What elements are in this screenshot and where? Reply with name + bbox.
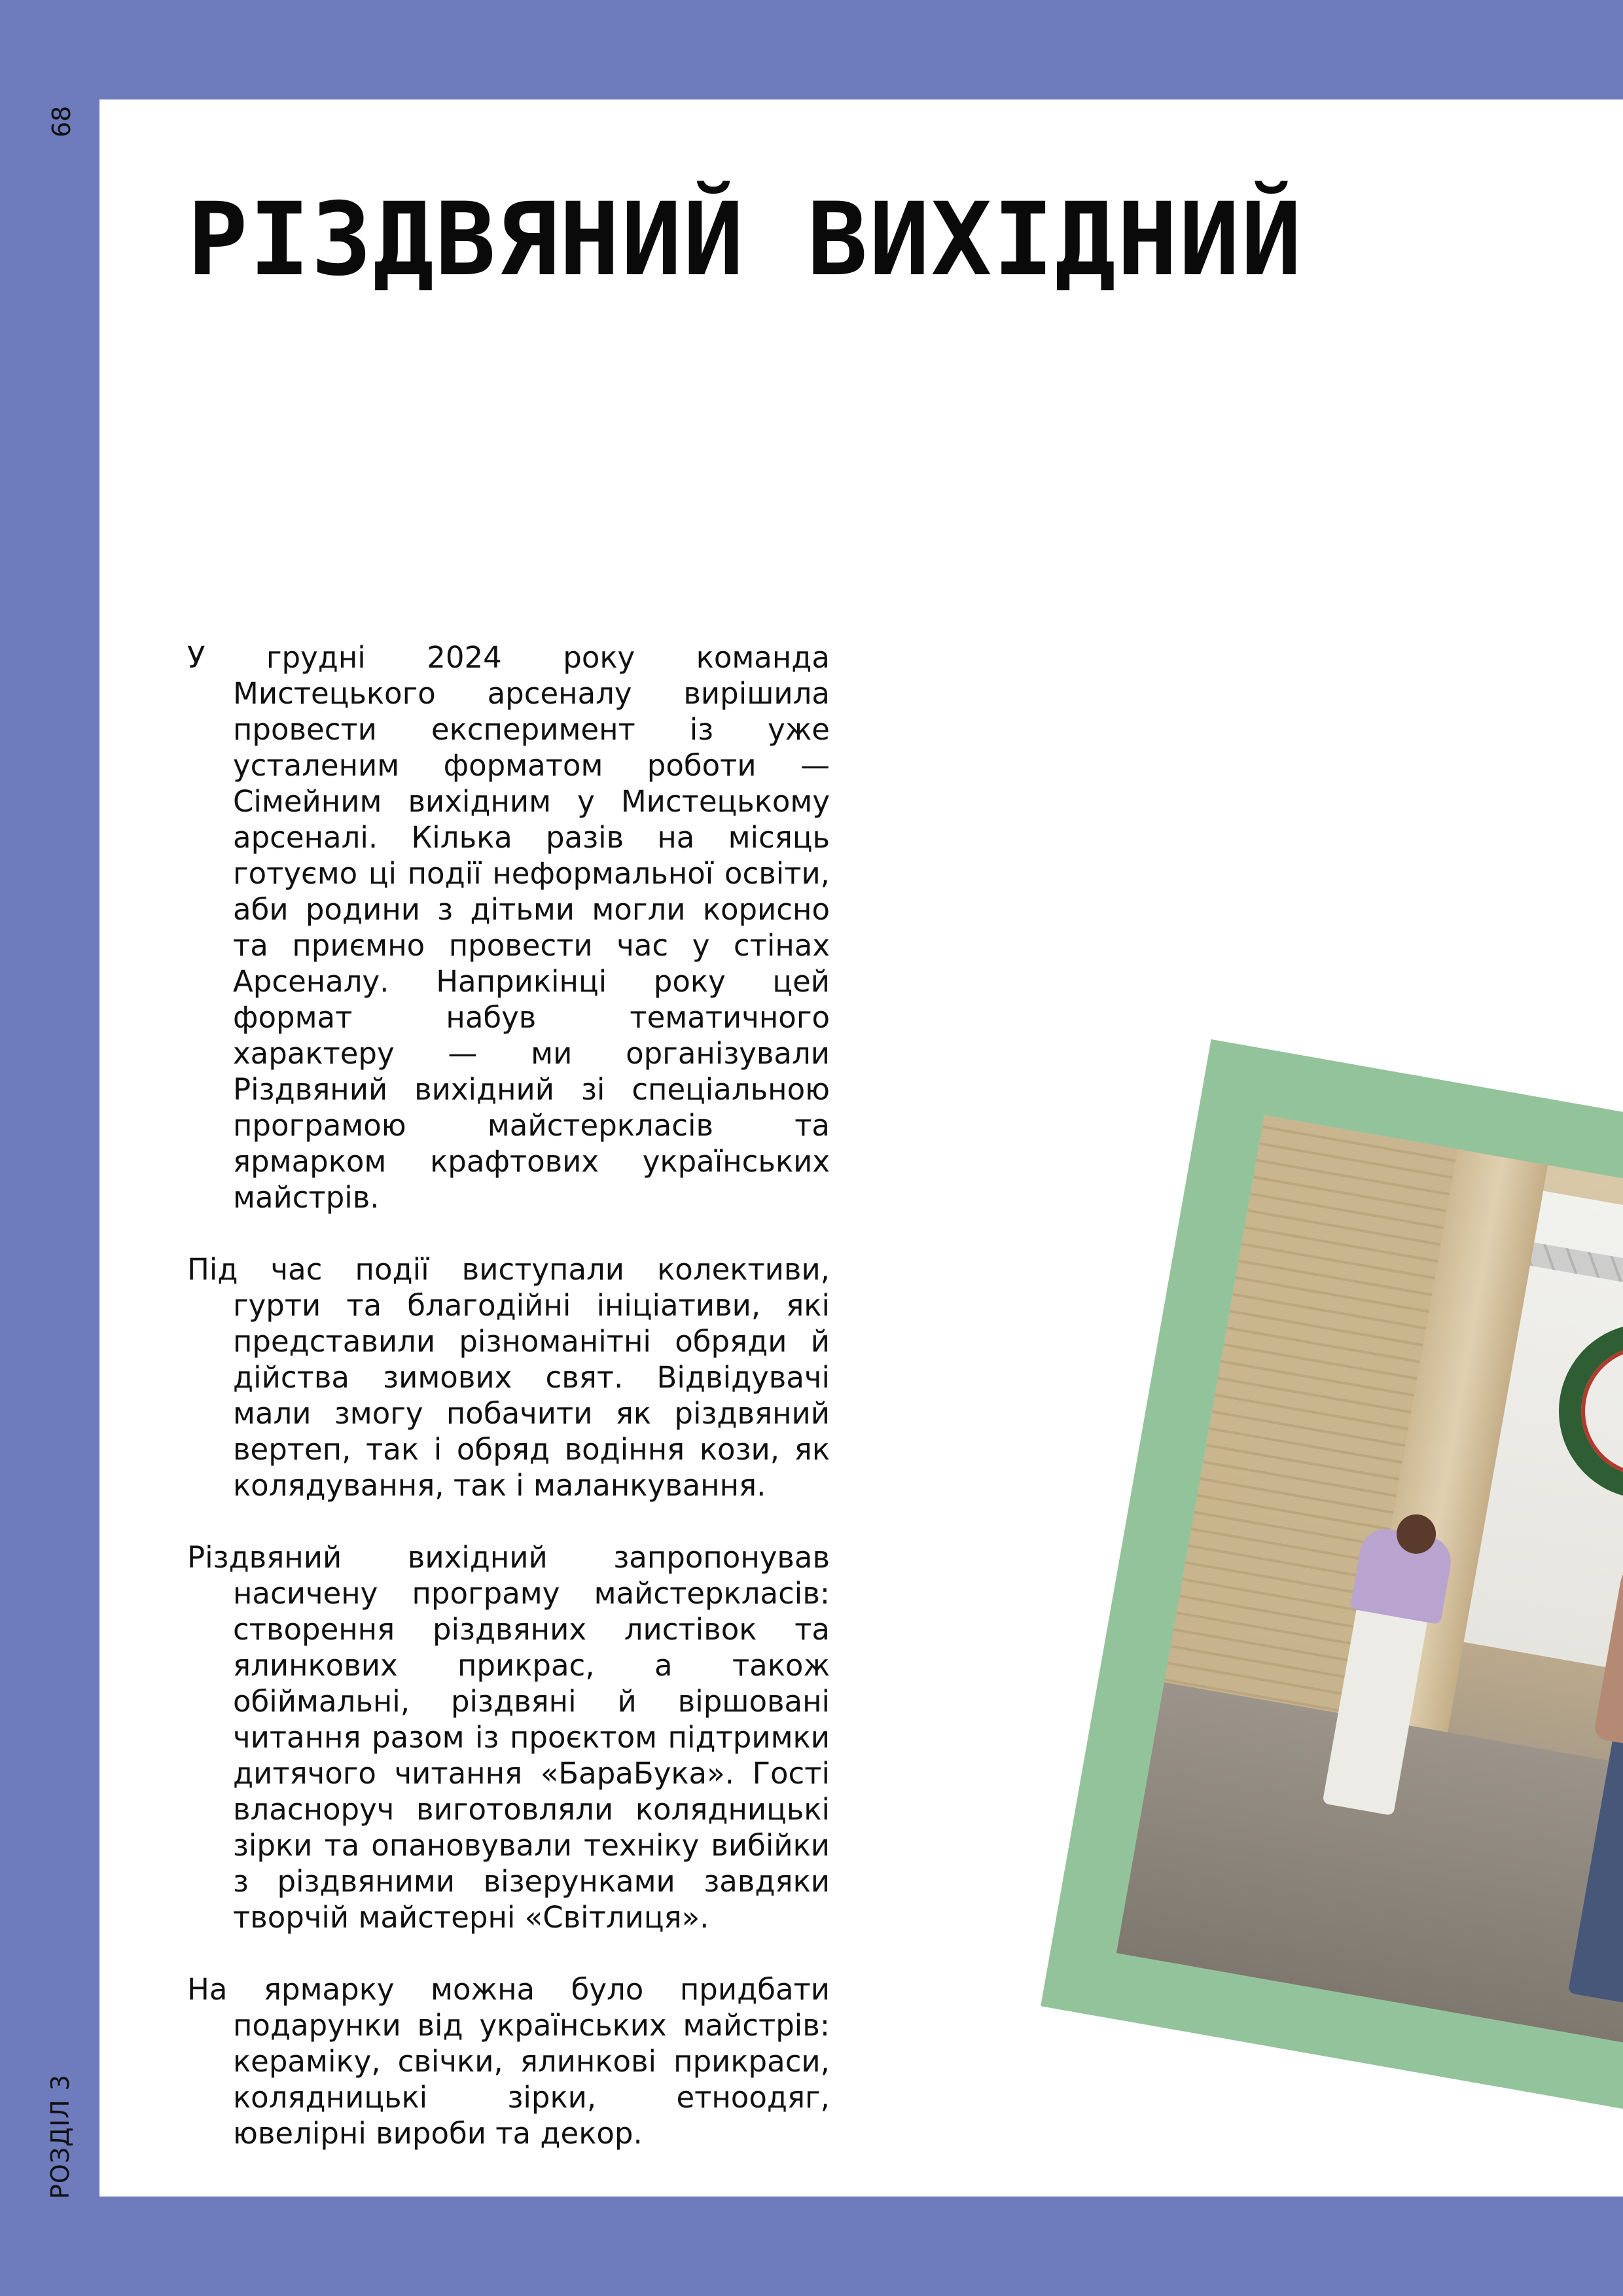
paragraph: На ярмарку можна було придбати подарунки від українських майстрів: кераміку, свічки, ялинкові прикраси, колядницькі зірки, етноодяг, ювелірні вироби та декор. [187, 1972, 830, 2151]
article-body [187, 639, 830, 2187]
event-photo [1116, 1115, 1623, 2067]
paragraph: Під час події виступали колективи, гурти та благодійні ініціативи, які представили різноманітні обряди й дійства зимових свят. Відвідувачі мали змогу побачити як різдвяний вертеп, так і обряд водіння кози, як колядування, так і маланкування. [187, 1252, 830, 1503]
paragraph: Різдвяний вихідний запропонував насичену програму майстеркласів: створення різдвяних листівок та ялинкових прикрас, а також обіймальні, різдвяні й віршовані читання разом із проєктом підтримки дитячого читання «БараБука». Гості власноруч виготовляли колядницькі зірки та опановували техніку вибійки з різдвяними візерунками завдяки творчій майстерні «Світлиця». [187, 1540, 830, 1935]
page [99, 99, 1623, 2197]
section-label: РОЗДІЛ 3 [46, 2074, 75, 2199]
page-number: 68 [47, 105, 76, 137]
paragraph: У грудні 2024 року команда Мистецького арсеналу вирішила провести експеримент із уже усталеним форматом роботи — Сімейним вихідним у Мистецькому арсеналі. Кілька разів на місяць готуємо ці події неформальної освіти, аби родини з дітьми могли корисно та приємно провести час у стінах Арсеналу. Наприкінці року цей формат набув тематичного характеру — ми організували Різдвяний вихідний зі спеціальною програмою майстеркласів та ярмарком крафтових українських майстрів. [187, 640, 830, 1215]
photo-frame [1041, 1039, 1623, 2131]
page-title: РІЗДВЯНИЙ ВИХІДНИЙ [187, 181, 1303, 298]
